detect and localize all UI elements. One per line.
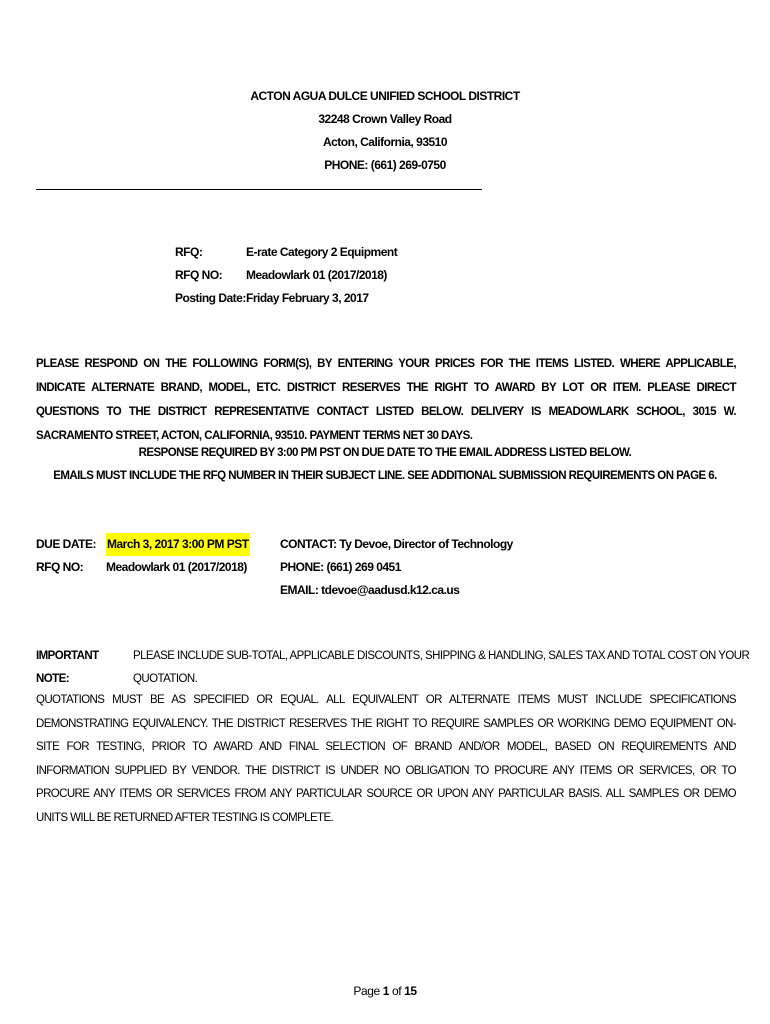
rfq-number-row bbox=[175, 264, 397, 287]
page-number: 1 bbox=[382, 984, 389, 998]
district-header bbox=[0, 85, 770, 177]
rfq-number-label: RFQ NO: bbox=[175, 268, 223, 282]
due-date-value: March 3, 2017 3:00 PM PST bbox=[106, 533, 250, 556]
contact-name: CONTACT: Ty Devoe, Director of Technology bbox=[280, 537, 513, 551]
important-note-text: PLEASE INCLUDE SUB-TOTAL, APPLICABLE DISCOUNTS, SHIPPING & HANDLING, SALES TAX AND TOTAL COST ON YOUR QUOTATION. bbox=[132, 650, 750, 685]
posting-date-value: Friday February 3, 2017 bbox=[246, 291, 369, 305]
posting-date-row bbox=[175, 287, 397, 310]
response-requirements bbox=[0, 442, 770, 488]
due-date-block bbox=[36, 533, 250, 579]
of-word: of bbox=[391, 984, 402, 998]
rfq-value: E-rate Category 2 Equipment bbox=[246, 245, 398, 259]
rfq-row bbox=[175, 241, 397, 264]
quotations-paragraph: QUOTATIONS MUST BE AS SPECIFIED OR EQUAL. ALL EQUIVALENT OR ALTERNATE ITEMS MUST INCLUDE SPECIFICATIONS DEMONSTRATING EQUIVALENCY. THE DISTRICT RESERVES THE RIGHT TO REQUIRE SAMPLES OR WORKING DEMO EQUIPMENT ON-SITE FOR TESTING, PRIOR TO AWARD AND FINAL SELECTION OF BRAND AND/OR MODEL, BASED ON REQUIREMENTS AND INFORMATION SUPPLIED BY VENDOR. THE DISTRICT IS UNDER NO OBLIGATION TO PROCURE ANY ITEMS OR SERVICES, OR TO PROCURE ANY ITEMS OR SERVICES FROM ANY PARTICULAR SOURCE OR UPON ANY PARTICULAR BASIS. ALL SAMPLES OR DEMO UNITS WILL BE RETURNED AFTER TESTING IS COMPLETE. bbox=[36, 694, 736, 824]
instructions-paragraph: PLEASE RESPOND ON THE FOLLOWING FORM(S), BY ENTERING YOUR PRICES FOR THE ITEMS LISTED. WHERE APPLICABLE, INDICATE ALTERNATE BRAND, MODEL, ETC. DISTRICT RESERVES THE RIGHT TO AWARD BY LOT OR ITEM. PLEASE DIRECT QUESTIONS TO THE DISTRICT REPRESENTATIVE CONTACT LISTED BELOW. DELIVERY IS MEADOWLARK SCHOOL, 3015 W. SACRAMENTO STREET, ACTON, CALIFORNIA, 93510. PAYMENT TERMS NET 30 DAYS. bbox=[36, 358, 736, 442]
contact-phone: PHONE: (661) 269 0451 bbox=[280, 560, 401, 574]
page-footer bbox=[0, 984, 770, 998]
due-date-row bbox=[36, 533, 250, 556]
response-line-2: EMAILS MUST INCLUDE THE RFQ NUMBER IN THEIR SUBJECT LINE. SEE ADDITIONAL SUBMISSION REQUIREMENTS ON PAGE 6. bbox=[53, 470, 717, 482]
rfq-number-value: Meadowlark 01 (2017/2018) bbox=[246, 268, 387, 282]
contact-block bbox=[280, 533, 513, 602]
due-rfq-number-label: RFQ NO: bbox=[36, 560, 84, 574]
header-divider bbox=[36, 189, 482, 190]
rfq-label: RFQ: bbox=[175, 245, 203, 259]
due-date-label: DUE DATE: bbox=[36, 537, 96, 551]
contact-email: EMAIL: tdevoe@aadusd.k12.ca.us bbox=[280, 583, 460, 597]
page-word: Page bbox=[353, 984, 380, 998]
posting-date-label: Posting Date: bbox=[175, 291, 246, 305]
district-address-line1: 32248 Crown Valley Road bbox=[318, 112, 452, 126]
due-rfq-number-value: Meadowlark 01 (2017/2018) bbox=[106, 560, 247, 574]
district-phone: PHONE: (661) 269-0750 bbox=[324, 158, 446, 172]
page-total: 15 bbox=[404, 984, 417, 998]
response-line-1: RESPONSE REQUIRED BY 3:00 PM PST ON DUE DATE TO THE EMAIL ADDRESS LISTED BELOW. bbox=[138, 447, 632, 459]
district-name: ACTON AGUA DULCE UNIFIED SCHOOL DISTRICT bbox=[250, 89, 520, 103]
rfq-info bbox=[175, 241, 397, 310]
due-rfq-number-row bbox=[36, 556, 250, 579]
important-note-label: IMPORTANT NOTE: bbox=[36, 650, 99, 685]
important-note bbox=[36, 645, 770, 691]
district-address-line2: Acton, California, 93510 bbox=[322, 135, 448, 149]
